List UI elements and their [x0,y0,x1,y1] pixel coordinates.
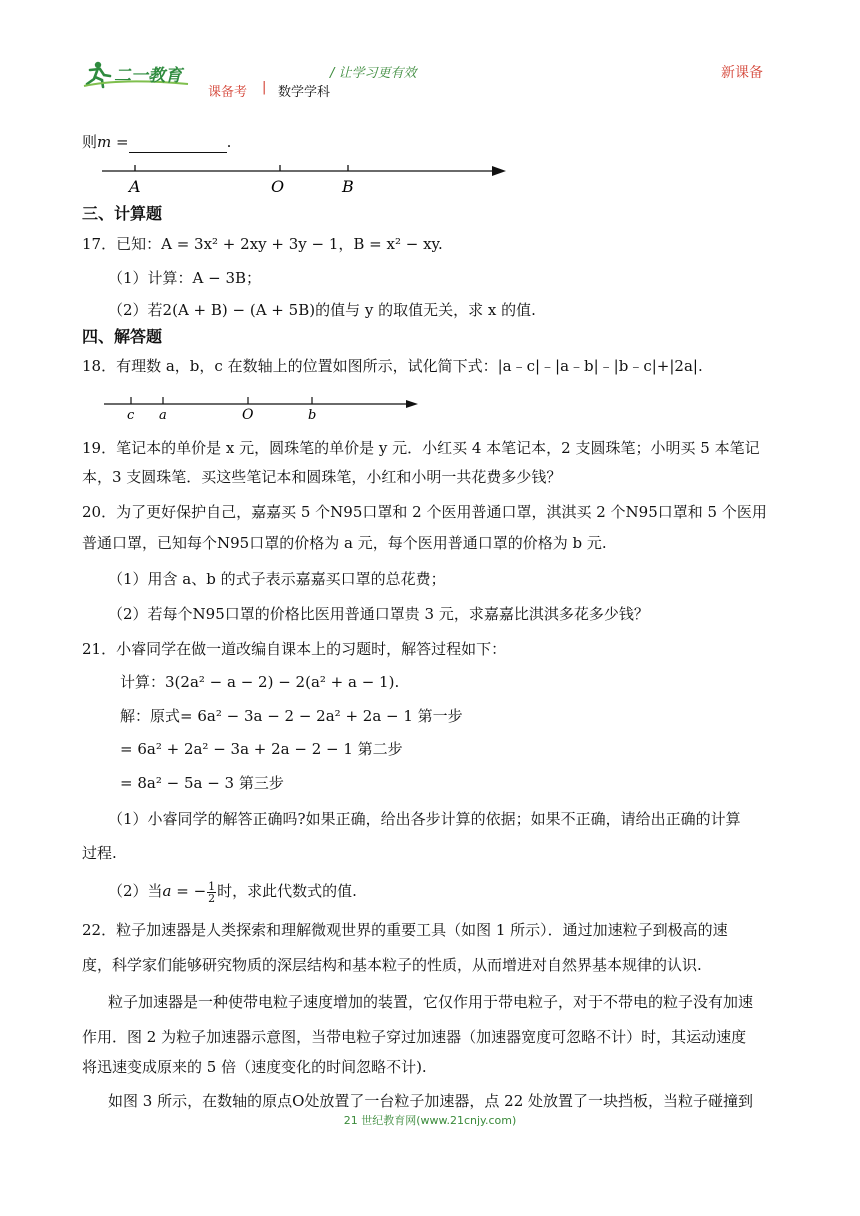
number-line-abo [98,162,510,198]
question-20-part-2: （2）若每个N95口罩的价格比医用普通口罩贵 3 元，求嘉嘉比淇淇多花多少钱？ [108,605,649,623]
question-18: 18．有理数 a，b，c 在数轴上的位置如图所示，试化简下式：|a﹣c|﹣|a﹣b|﹣|b﹣c|+|2a|. [82,357,703,375]
question-21-step-3: = 8a² − 5a − 3 第三步 [120,774,284,792]
footer-source: 21 世纪教育网(www.21cnjy.com) [343,1114,517,1127]
question-20-part-1: （1）用含 a、b 的式子表示嘉嘉买口罩的总花费； [108,570,446,588]
question-22-line-1: 22．粒子加速器是人类探索和理解微观世界的重要工具（如图 1 所示）．通过加速粒子到极高的速 [82,921,728,939]
part2-suffix: 时，求此代数式的值. [217,882,357,900]
fraction-one-half [207,881,216,904]
question-17: 17．已知：A = 3x² + 2xy + 3y − 1，B = x² − xy. [82,235,443,253]
number-line-caob [100,394,422,422]
question-21-part-1-line-2: 过程. [82,844,117,862]
answer-line [82,131,231,153]
fraction-denominator: 2 [208,891,216,905]
question-19-line-1: 19．笔记本的单价是 x 元，圆珠笔的单价是 y 元．小红买 4 本笔记本，2 支圆珠笔；小明买 5 本笔记 [82,439,760,457]
question-21-step-2: = 6a² + 2a² − 3a + 2a − 2 − 1 第二步 [120,740,403,758]
question-22-para-2-line-3: 将迅速变成原来的 5 倍（速度变化的时间忽略不计). [82,1058,427,1076]
question-20-line-1: 20．为了更好保护自己，嘉嘉买 5 个N95口罩和 2 个医用普通口罩，淇淇买 2 个N95口罩和 5 个医用 [82,503,767,521]
logo [82,58,190,90]
equals-sign: = [111,133,129,151]
question-17-part-2: （2）若2(A + B) − (A + 5B)的值与 y 的取值无关，求 x 的值. [108,301,536,319]
label-O: O [271,177,285,196]
prefix-text: 则 [82,133,98,151]
var-m: m [97,133,112,151]
question-22-para-3-line-1: 如图 3 所示，在数轴的原点O处放置了一台粒子加速器，点 22 处放置了一块挡板，当粒子碰撞到 [108,1092,754,1110]
logo-text: 二一教育 [114,66,182,86]
label-c: c [127,408,135,422]
label-O2: O [242,407,254,422]
header-divider: | [262,80,267,95]
question-22-line-2: 度，科学家们能够研究物质的深层结构和基本粒子的性质，从而增进对自然界基本规律的认识. [82,956,702,974]
answer-blank [129,138,227,153]
question-21: 21．小睿同学在做一道改编自课本上的习题时，解答过程如下： [82,640,507,658]
header-slogan: / 让学习更有效 [330,66,417,81]
section-heading-3: 三、计算题 [82,204,163,223]
period: . [226,133,232,151]
question-21-step-1: 解：原式= 6a² − 3a − 2 − 2a² + 2a − 1 第一步 [120,707,463,725]
question-21-part-1-line-1: （1）小睿同学的解答正确吗?如果正确，给出各步计算的依据；如果不正确，请给出正确的计算 [108,810,741,828]
question-19-line-2: 本，3 支圆珠笔．买这些笔记本和圆珠笔，小红和小明一共花费多少钱？ [82,468,562,486]
question-17-part-1: （1）计算：A − 3B； [108,269,262,287]
fraction-numerator: 1 [208,879,216,893]
question-21-part-2 [108,877,357,905]
header-subject: 数学学科 [278,85,331,100]
question-22-para-2-line-2: 作用．图 2 为粒子加速器示意图，当带电粒子穿过加速器（加速器宽度可忽略不计）时，其运动速度 [82,1028,747,1046]
header-badge: 新课备 [721,65,763,81]
section-heading-4: 四、解答题 [82,327,163,346]
question-20-line-2: 普通口罩，已知每个N95口罩的价格为 a 元，每个医用普通口罩的价格为 b 元. [82,534,607,552]
part2-var: a = − [162,882,207,900]
question-21-calc: 计算：3(2a² − a − 2) − 2(a² + a − 1). [120,673,400,691]
label-A: A [129,177,141,196]
question-22-para-2-line-1: 粒子加速器是一种使带电粒子速度增加的装置，它仅作用于带电粒子，对于不带电的粒子没有加速 [108,993,754,1011]
label-a: a [159,408,167,422]
part2-prefix: （2）当 [108,882,163,900]
header-left-label: 课备考 [208,85,248,100]
label-b: b [308,408,317,422]
label-B: B [342,177,354,196]
